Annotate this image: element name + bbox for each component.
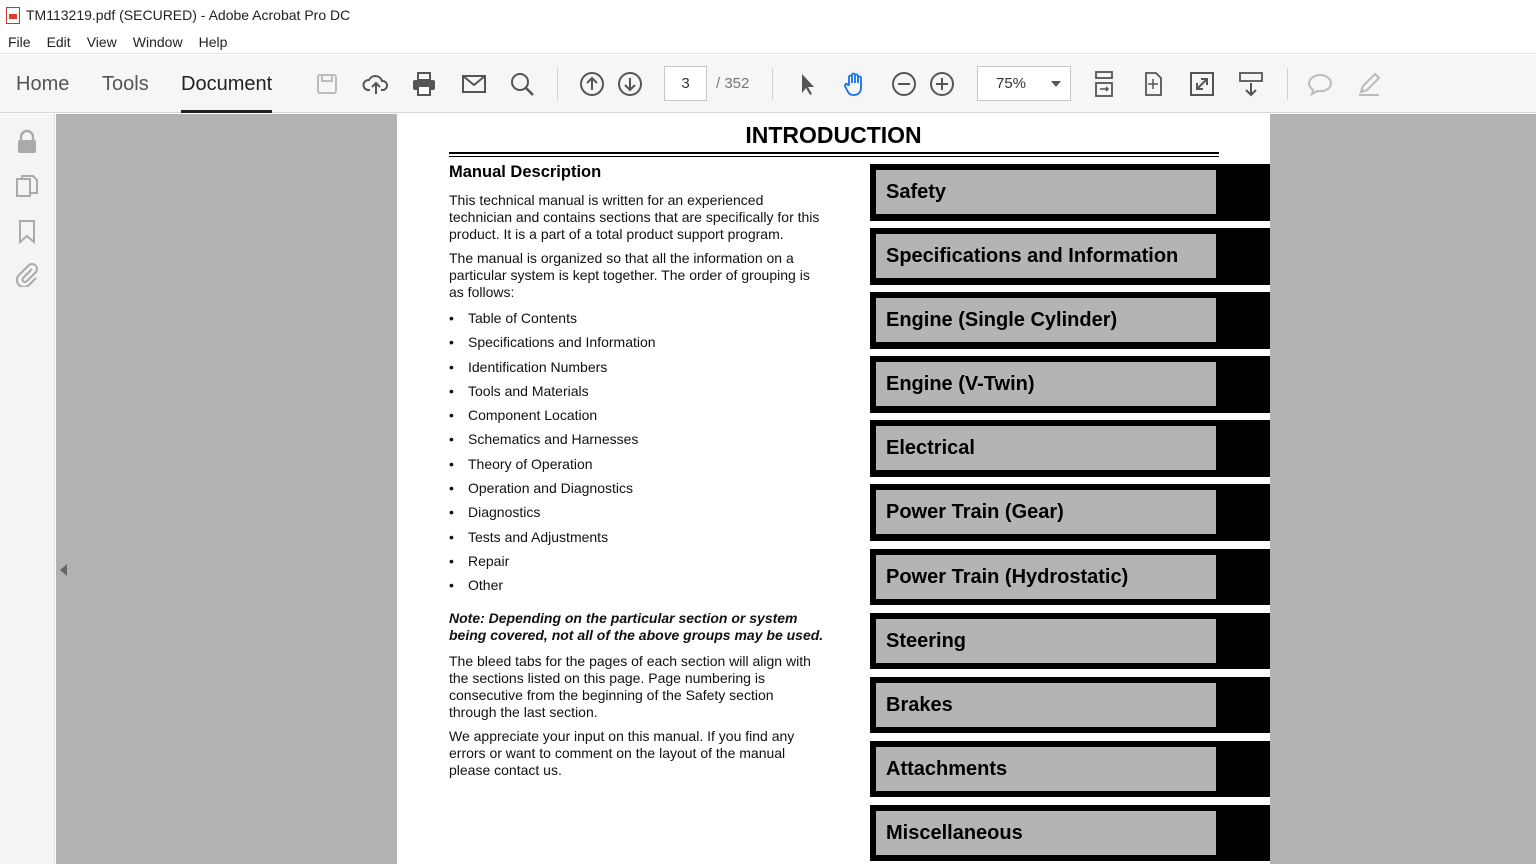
- scrolling-mode-button[interactable]: [1087, 67, 1121, 101]
- upload-cloud-button[interactable]: [359, 67, 393, 101]
- highlight-button[interactable]: [1352, 67, 1386, 101]
- section-tab: Power Train (Gear): [870, 484, 1270, 541]
- section-tab: Miscellaneous: [870, 805, 1270, 862]
- section-tab: Specifications and Information: [870, 228, 1270, 285]
- lock-icon[interactable]: [12, 127, 42, 157]
- print-button[interactable]: [407, 67, 441, 101]
- toolbar: [0, 55, 1536, 113]
- document-viewport[interactable]: [56, 114, 1536, 864]
- section-bleed-tabs: [870, 164, 1270, 864]
- tab-document[interactable]: Document: [181, 55, 272, 113]
- next-page-button[interactable]: [613, 67, 647, 101]
- search-icon: [508, 70, 536, 98]
- menu-bar: [0, 30, 1536, 54]
- zoom-out-button[interactable]: [887, 67, 921, 101]
- menu-window[interactable]: Window: [132, 33, 183, 50]
- envelope-icon: [460, 70, 488, 98]
- window-title: TM113219.pdf (SECURED) - Adobe Acrobat Pro DC: [26, 7, 351, 23]
- paragraph: The manual is organized so that all the information on a particular system is kept together. The order of grouping is as follows:: [449, 250, 810, 300]
- tab-tools[interactable]: Tools: [102, 73, 149, 95]
- collapse-pane-arrow-icon[interactable]: [60, 564, 67, 576]
- list-item: • Table of Contents: [449, 310, 824, 334]
- comment-button[interactable]: [1303, 67, 1337, 101]
- list-item: • Identification Numbers: [449, 359, 824, 383]
- fit-page-icon: [1139, 70, 1167, 98]
- save-button[interactable]: [310, 67, 344, 101]
- list-item: • Repair: [449, 553, 824, 577]
- attachment-icon[interactable]: [12, 259, 42, 289]
- page-title: INTRODUCTION: [745, 122, 922, 148]
- fit-page-button[interactable]: [1136, 67, 1170, 101]
- menu-help[interactable]: Help: [198, 33, 228, 50]
- pen-icon: [1355, 70, 1383, 98]
- expand-icon: [1188, 70, 1216, 98]
- page-total: / 352: [716, 75, 750, 92]
- list-item: • Schematics and Harnesses: [449, 431, 824, 455]
- email-button[interactable]: [457, 67, 491, 101]
- section-tab: Attachments: [870, 741, 1270, 798]
- section-tab: Engine (V-Twin): [870, 356, 1270, 413]
- bookmark-icon[interactable]: [12, 216, 42, 246]
- cursor-arrow-icon: [793, 70, 821, 98]
- comment-icon: [1306, 70, 1334, 98]
- paragraph: This technical manual is written for an experienced technician and contains sections that are specifically for this product. It is a part of a total product support program.: [449, 192, 820, 242]
- pdf-file-icon: [6, 7, 20, 24]
- list-item: • Operation and Diagnostics: [449, 480, 824, 504]
- cloud-upload-icon: [362, 70, 390, 98]
- list-item: • Diagnostics: [449, 504, 824, 528]
- page-number-input[interactable]: 3: [664, 66, 707, 101]
- title-bar: [0, 0, 1536, 30]
- full-screen-button[interactable]: [1185, 67, 1219, 101]
- section-heading: Manual Description: [449, 163, 602, 181]
- list-item: • Specifications and Information: [449, 334, 824, 358]
- manual-description-column: [449, 164, 824, 786]
- search-button[interactable]: [505, 67, 539, 101]
- toolbar-separator: [772, 68, 773, 100]
- select-tool-button[interactable]: [790, 67, 824, 101]
- section-tab: Safety: [870, 164, 1270, 221]
- hand-tool-button[interactable]: [838, 67, 872, 101]
- toolbar-separator: [557, 68, 558, 100]
- title-rule: [449, 152, 1219, 154]
- menu-view[interactable]: View: [86, 33, 117, 50]
- zoom-level-select[interactable]: [977, 66, 1071, 101]
- arrow-down-circle-icon: [616, 70, 644, 98]
- section-tab: Steering: [870, 613, 1270, 670]
- section-tab: Brakes: [870, 677, 1270, 734]
- menu-file[interactable]: File: [8, 33, 31, 50]
- title-rule: [449, 156, 1219, 157]
- zoom-in-button[interactable]: [925, 67, 959, 101]
- zoom-level-value: 75%: [996, 75, 1027, 92]
- list-item: • Theory of Operation: [449, 456, 824, 480]
- read-mode-icon: [1237, 70, 1265, 98]
- list-item: • Other: [449, 577, 824, 601]
- previous-page-button[interactable]: [575, 67, 609, 101]
- hand-icon: [841, 70, 869, 98]
- save-icon: [313, 70, 341, 98]
- tab-home[interactable]: Home: [16, 73, 70, 95]
- section-tab: Engine (Single Cylinder): [870, 292, 1270, 349]
- section-tab: Power Train (Hydrostatic): [870, 549, 1270, 606]
- list-item: • Tests and Adjustments: [449, 529, 824, 553]
- read-mode-button[interactable]: [1234, 67, 1268, 101]
- menu-edit[interactable]: Edit: [46, 33, 71, 50]
- page-thumbnails-icon[interactable]: [12, 171, 42, 201]
- pdf-page: [397, 114, 1270, 864]
- section-tab: Electrical: [870, 420, 1270, 477]
- zoom-out-icon: [890, 70, 918, 98]
- list-item: • Component Location: [449, 407, 824, 431]
- note-text: Note: Depending on the particular section or system being covered, not all of the above groups may be used.: [449, 609, 824, 643]
- print-icon: [410, 70, 438, 98]
- arrow-up-circle-icon: [578, 70, 606, 98]
- zoom-in-icon: [928, 70, 956, 98]
- scroll-pages-icon: [1090, 70, 1118, 98]
- paragraph: The bleed tabs for the pages of each section will align with the sections listed on this page. Page numbering is consecutive from the beginning of the Safety section through the last section.: [449, 652, 811, 720]
- paragraph: We appreciate your input on this manual. If you find any errors or want to comment on the layout of the manual please contact us.: [449, 727, 795, 778]
- toolbar-separator: [1287, 68, 1288, 100]
- grouping-list: [449, 310, 824, 602]
- list-item: • Tools and Materials: [449, 383, 824, 407]
- chevron-down-icon: [1051, 81, 1061, 87]
- left-navigation-pane: [0, 114, 55, 864]
